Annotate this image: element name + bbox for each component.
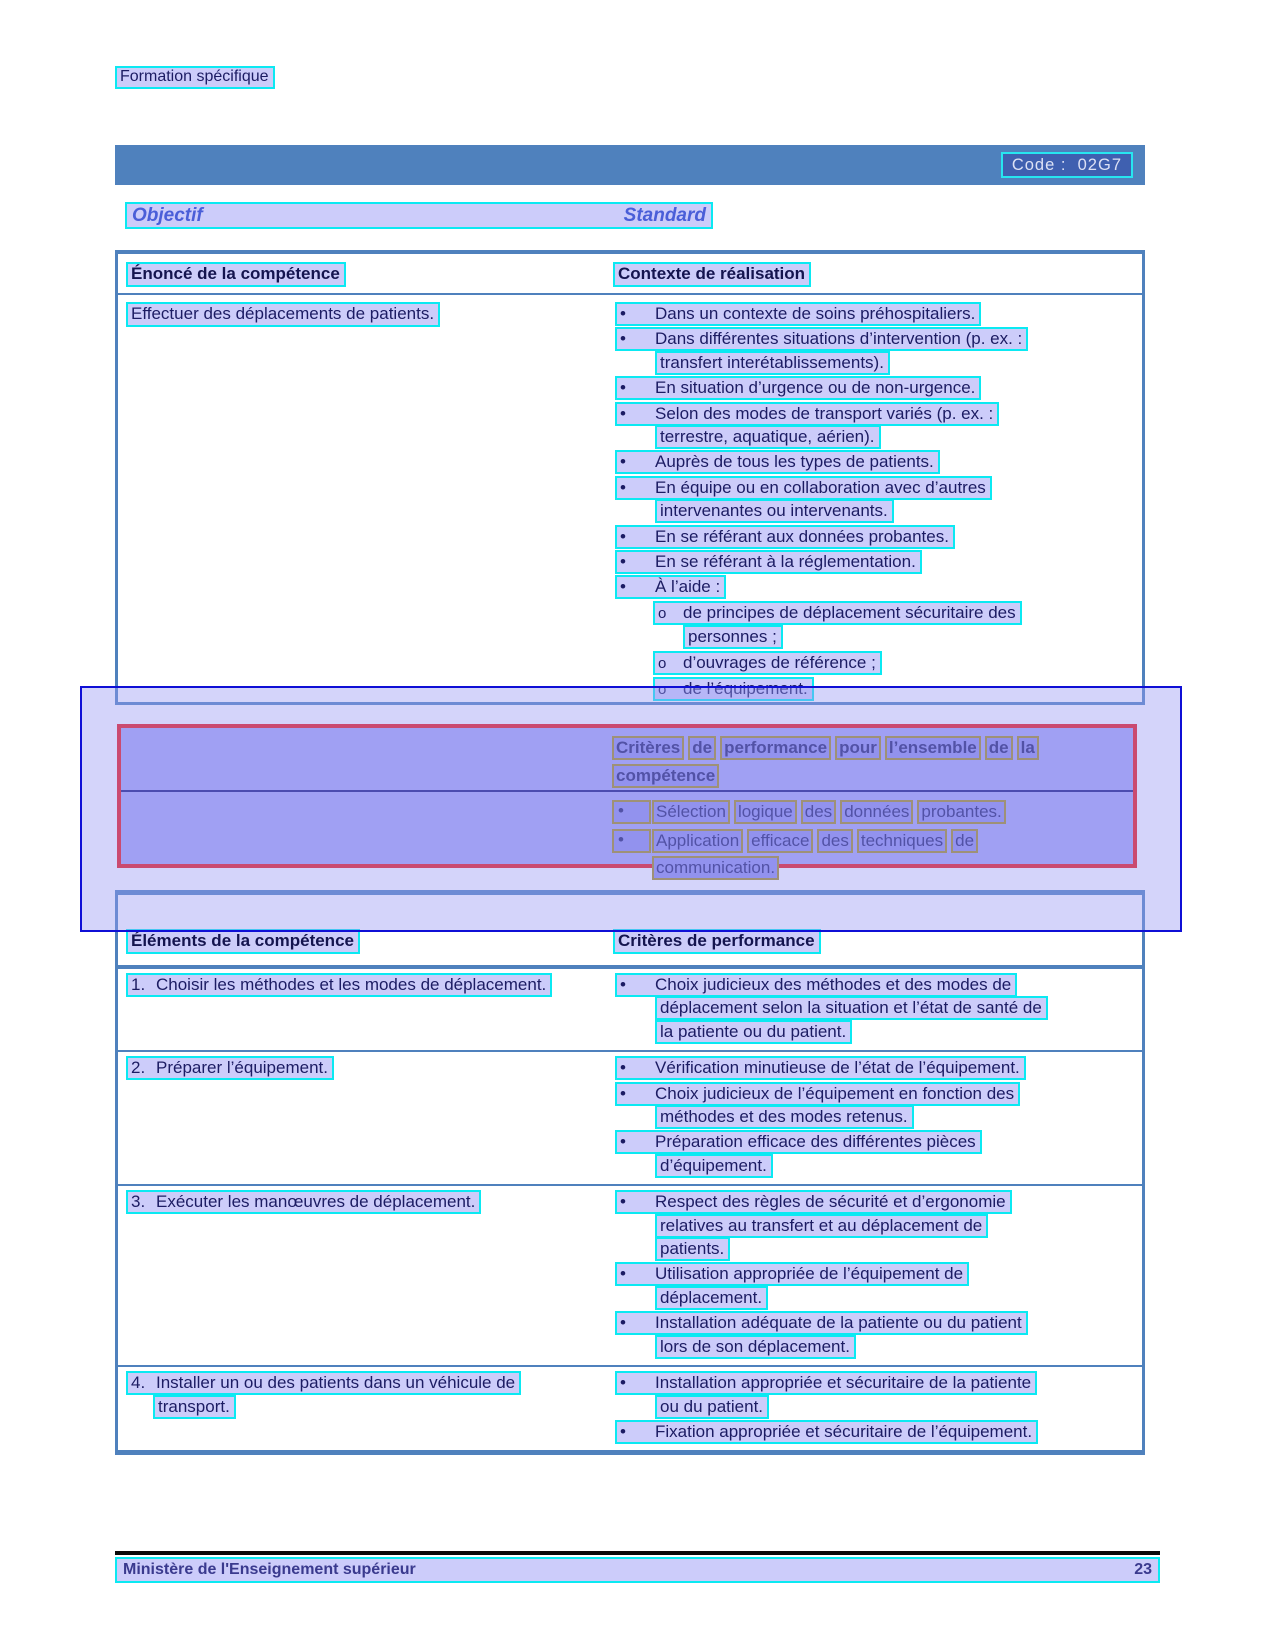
highlighted-word-chip: performance bbox=[720, 736, 831, 760]
column-header-enonce: Énoncé de la compétence bbox=[126, 262, 346, 287]
context-bullet-text: • Dans un contexte de soins préhospitaliers. bbox=[615, 302, 981, 326]
highlighted-word-chip: Application bbox=[652, 829, 743, 853]
elements-table bbox=[115, 890, 1145, 1455]
highlighted-word-chip: Critères bbox=[612, 736, 684, 760]
column-header-criteres: Critères de performance bbox=[613, 929, 821, 954]
criteria-cell bbox=[615, 1056, 1047, 1177]
statement-text: Effectuer des déplacements de patients. bbox=[126, 302, 440, 327]
elements-table-header bbox=[118, 895, 1142, 967]
objectif-label: Objectif bbox=[132, 204, 203, 226]
ensemble-criteria-title bbox=[612, 735, 1086, 791]
context-bullet-item bbox=[615, 575, 1047, 598]
criteria-bullet-text: • Installation adéquate de la patiente ou du patient lors de son déplacement. bbox=[615, 1311, 1028, 1358]
highlighted-word-chip: données bbox=[840, 800, 913, 824]
element-text bbox=[126, 973, 552, 997]
element-number: 1. bbox=[131, 975, 146, 994]
element-cell bbox=[126, 1190, 562, 1213]
highlighted-word-chip: pour bbox=[835, 736, 881, 760]
criteria-bullet-text: • Préparation efficace des différentes pièces d’équipement. bbox=[615, 1130, 982, 1177]
ensemble-bullet-item bbox=[612, 800, 1098, 827]
competence-table-header bbox=[118, 254, 1142, 295]
highlighted-word-chip: de bbox=[688, 736, 716, 760]
criteria-bullet-item bbox=[615, 973, 1047, 1043]
criteria-bullet-text: • Choix judicieux de l’équipement en fonction des méthodes et des modes retenus. bbox=[615, 1082, 1020, 1129]
context-bullet-item bbox=[615, 476, 1047, 523]
element-label: Exécuter les manœuvres de déplacement. bbox=[156, 1192, 476, 1212]
context-bullet-text: • Selon des modes de transport variés (p. ex. : terrestre, aquatique, aérien). bbox=[615, 402, 999, 449]
elements-table-row bbox=[118, 1050, 1142, 1184]
ensemble-criteria-box bbox=[117, 724, 1137, 877]
element-number: 2. bbox=[131, 1058, 146, 1078]
element-text bbox=[126, 1056, 334, 1080]
criteria-bullet-text: • Installation appropriée et sécuritaire de la patiente ou du patient. bbox=[615, 1371, 1037, 1418]
criteria-bullet-text: • Respect des règles de sécurité et d’ergonomie relatives au transfert et au déplacement de patients. bbox=[615, 1190, 1012, 1261]
elements-table-row bbox=[118, 1365, 1142, 1450]
highlighted-word-chip: compétence bbox=[612, 764, 719, 788]
context-bullet-text: • En se référant aux données probantes. bbox=[615, 525, 955, 549]
aide-sub-bullet-text: o de l’équipement. bbox=[653, 677, 814, 701]
context-bullet-item bbox=[615, 402, 1047, 449]
criteria-bullet-item bbox=[615, 1082, 1047, 1129]
aide-sub-bullet-text: o d’ouvrages de référence ; bbox=[653, 651, 882, 675]
criteria-bullet-item bbox=[615, 1262, 1047, 1309]
element-cell bbox=[126, 1371, 562, 1418]
highlighted-word-chip: probantes. bbox=[917, 800, 1005, 824]
criteria-bullet-text: • Utilisation appropriée de l’équipement de déplacement. bbox=[615, 1262, 969, 1309]
competence-table bbox=[115, 250, 1145, 705]
element-label: Préparer l’équipement. bbox=[156, 1058, 328, 1078]
context-bullet-text: • Dans différentes situations d’intervention (p. ex. : transfert interétablissements). bbox=[615, 327, 1028, 374]
criteria-cell bbox=[615, 1371, 1047, 1443]
code-badge: Code : 02G7 bbox=[1001, 152, 1133, 178]
highlighted-word-chip: logique bbox=[734, 800, 797, 824]
highlighted-word-chip: efficace bbox=[747, 829, 813, 853]
criteria-bullet-item bbox=[615, 1056, 1047, 1079]
page-number: 23 bbox=[1134, 1561, 1152, 1578]
context-bullet-text: • En équipe ou en collaboration avec d’autres intervenantes ou intervenants. bbox=[615, 476, 992, 523]
element-cell bbox=[126, 973, 562, 996]
column-header-contexte: Contexte de réalisation bbox=[613, 262, 811, 287]
aide-sub-bullet-item bbox=[615, 601, 1047, 649]
context-bullet-text: • En se référant à la réglementation. bbox=[615, 550, 922, 574]
ensemble-box-divider bbox=[121, 790, 1133, 792]
element-number: 3. bbox=[131, 1192, 146, 1212]
criteria-bullet-text: • Fixation appropriée et sécuritaire de l’équipement. bbox=[615, 1420, 1038, 1444]
highlighted-word-chip: Sélection bbox=[652, 800, 730, 824]
context-bullet-item bbox=[615, 550, 1047, 573]
context-bullet-text: • À l’aide : bbox=[615, 575, 726, 599]
criteria-bullet-item bbox=[615, 1190, 1047, 1260]
section-header-text: Formation spécifique bbox=[115, 66, 275, 89]
criteria-bullet-item bbox=[615, 1420, 1047, 1443]
ensemble-bullet-text bbox=[652, 802, 1010, 821]
criteria-bullet-text: • Choix judicieux des méthodes et des modes de déplacement selon la situation et l’état de santé de la patiente ou du patient. bbox=[615, 973, 1048, 1044]
highlighted-word-chip: communication. bbox=[652, 856, 779, 880]
context-bullet-list bbox=[615, 295, 1047, 702]
highlighted-word-chip: l’ensemble bbox=[885, 736, 981, 760]
aide-sub-bullet-item bbox=[615, 651, 1047, 675]
criteria-bullet-item bbox=[615, 1371, 1047, 1418]
standard-label: Standard bbox=[623, 204, 706, 226]
context-bullet-item bbox=[615, 327, 1047, 374]
ensemble-bullet-list bbox=[612, 800, 1098, 885]
objectif-standard-strip bbox=[125, 202, 713, 229]
criteria-cell bbox=[615, 1190, 1047, 1358]
column-header-elements: Éléments de la compétence bbox=[126, 929, 360, 954]
ensemble-bullet-text bbox=[652, 831, 982, 877]
competence-table-body bbox=[118, 295, 1142, 704]
highlighted-word-chip: techniques bbox=[857, 829, 947, 853]
highlighted-word-chip: des bbox=[801, 800, 836, 824]
element-text bbox=[126, 1371, 521, 1418]
context-bullet-item bbox=[615, 525, 1047, 548]
element-label: Choisir les méthodes et les modes de déplacement. bbox=[156, 975, 547, 994]
criteria-bullet-text: • Vérification minutieuse de l’état de l’équipement. bbox=[615, 1056, 1026, 1080]
ensemble-bullet-item bbox=[612, 829, 1098, 883]
element-text bbox=[126, 1190, 481, 1214]
context-bullet-item bbox=[615, 302, 1047, 325]
criteria-cell bbox=[615, 973, 1047, 1043]
context-bullet-item bbox=[615, 376, 1047, 399]
context-bullet-text: • Auprès de tous les types de patients. bbox=[615, 450, 940, 474]
criteria-bullet-item bbox=[615, 1311, 1047, 1358]
elements-table-row bbox=[118, 1184, 1142, 1365]
aide-sub-bullet-text: o de principes de déplacement sécuritaire des personnes ; bbox=[653, 601, 1022, 649]
context-bullet-item bbox=[615, 450, 1047, 473]
footer-rule bbox=[115, 1551, 1160, 1555]
criteria-bullet-item bbox=[615, 1130, 1047, 1177]
context-bullet-text: • En situation d’urgence ou de non-urgence. bbox=[615, 376, 981, 400]
element-cell bbox=[126, 1056, 562, 1079]
element-label: Installer un ou des patients dans un véhicule de transport. bbox=[156, 1373, 516, 1416]
title-bar bbox=[115, 145, 1145, 185]
elements-table-row bbox=[118, 967, 1142, 1050]
highlighted-word-chip: de bbox=[985, 736, 1013, 760]
highlighted-word-chip: des bbox=[817, 829, 852, 853]
footer-strip bbox=[115, 1557, 1160, 1583]
aide-sub-bullet-item bbox=[615, 677, 1047, 701]
highlighted-word-chip: de bbox=[951, 829, 978, 853]
ministry-text: Ministère de l'Enseignement supérieur bbox=[123, 1561, 416, 1578]
highlighted-word-chip: la bbox=[1017, 736, 1039, 760]
element-number: 4. bbox=[131, 1373, 146, 1393]
